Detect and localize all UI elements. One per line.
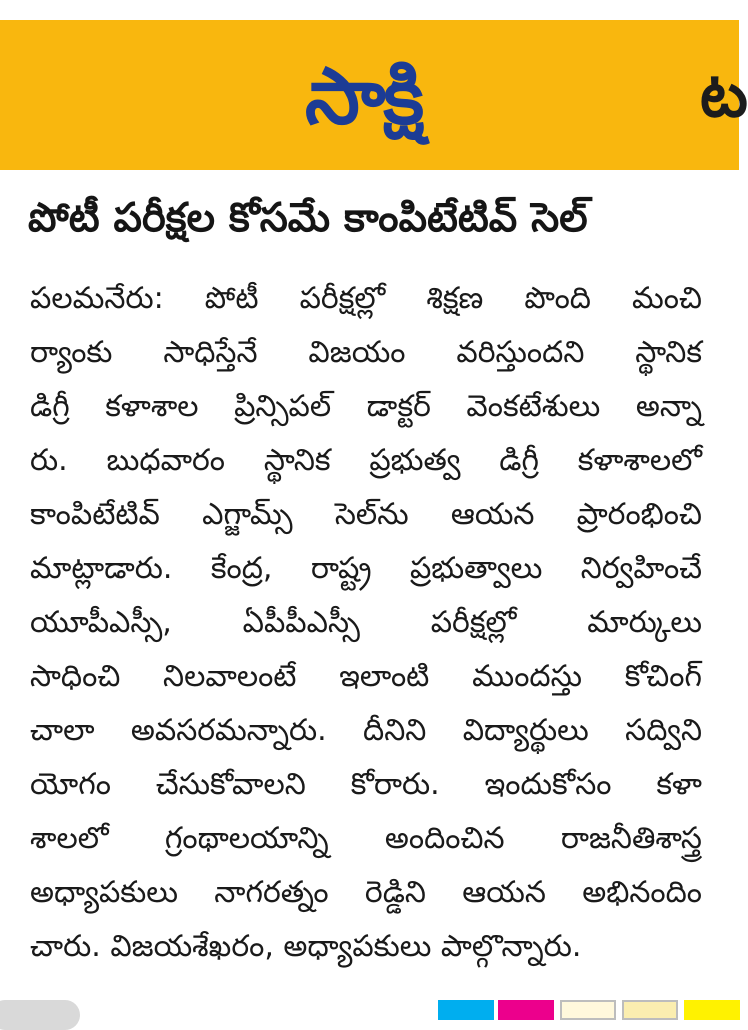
article-body [30, 272, 702, 974]
article-line: చారు. విజయశేఖరం, అధ్యాపకులు పాల్గొన్నారు. [30, 929, 582, 964]
color-swatch-cream [560, 1000, 616, 1020]
article-line: మాట్లాడారు. కేంద్ర, రాష్ట్ర ప్రభుత్వాలు నిర్వహించే [30, 551, 702, 586]
masthead-edge-glyph: ట [700, 58, 748, 131]
article-line: ర్యాంకు సాధిస్తేనే విజయం వరిస్తుందని స్థానిక [30, 335, 702, 370]
top-strip [0, 0, 739, 20]
newspaper-masthead [0, 20, 748, 170]
article-line: చాలా అవసరమన్నారు. దీనిని విద్యార్థులు సద్విని [30, 713, 702, 748]
article-line: డిగ్రీ కళాశాల ప్రిన్సిపల్ డాక్టర్ వెంకటేశులు అన్నా [30, 389, 702, 424]
sakshi-logo: సాక్షి [305, 52, 423, 142]
article-line: కాంపిటేటివ్ ఎగ్జామ్స్ సెల్‌ను ఆయన ప్రారంభించి [30, 497, 702, 532]
color-swatch-magenta [498, 1000, 554, 1020]
article-line: అధ్యాపకులు నాగరత్నం రెడ్డిని ఆయన అభినందిం [30, 875, 702, 910]
article-line: శాలలో గ్రంథాలయాన్ని అందించిన రాజనీతిశాస్త్ర [30, 821, 702, 856]
article-headline: పోటీ పరీక్షల కోసమే కాంపిటేటివ్ సెల్ [28, 195, 588, 241]
page-tab [0, 1000, 80, 1030]
masthead-rule [0, 170, 739, 173]
article-line: యూపీఎస్సీ, ఏపీపీఎస్సీ పరీక్షల్లో మార్కులు [30, 605, 702, 640]
color-swatch-cyan [438, 1000, 494, 1020]
color-swatch-light-yellow [622, 1000, 678, 1020]
color-swatch-yellow [684, 1000, 740, 1020]
article-line: యోగం చేసుకోవాలని కోరారు. ఇందుకోసం కళా [30, 767, 702, 802]
article-line: సాధించి నిలవాలంటే ఇలాంటి ముందస్తు కోచింగ్ [30, 659, 702, 694]
article-line: రు. బుధవారం స్థానిక ప్రభుత్వ డిగ్రీ కళాశాలలో [30, 443, 702, 478]
article-line: పలమనేరు: పోటీ పరీక్షల్లో శిక్షణ పొంది మంచి [30, 281, 702, 316]
